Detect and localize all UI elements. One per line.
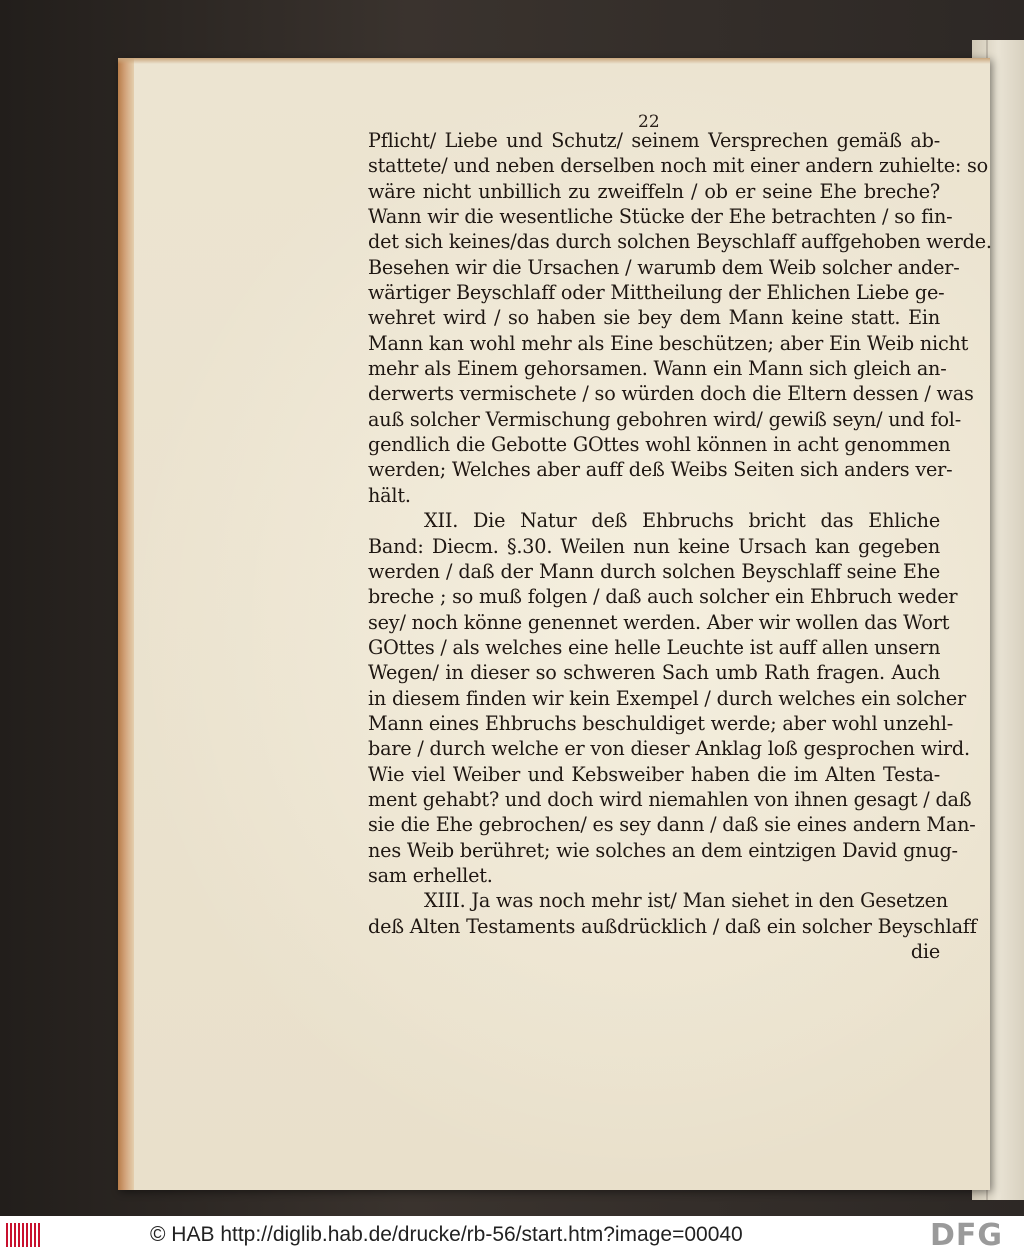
text-line: Mann kan wohl mehr als Eine beschützen; aber Ein Weib nicht (368, 331, 969, 355)
dfg-logo[interactable]: DFG (930, 1218, 1004, 1253)
text-line: hält. (368, 483, 411, 507)
text-line: Pflicht/ Liebe und Schutz/ seinem Versprechen gemäß ab- (368, 129, 940, 152)
text-line: Wegen/ in dieser so schweren Sach umb Rath fragen. Auch (368, 661, 940, 685)
text-line: Band: Diecm. §.30. Weilen nun keine Ursach kan gegeben (368, 534, 940, 558)
page-top-edge (118, 58, 990, 64)
text-line: in diesem finden wir kein Exempel / durch welches ein solcher (368, 686, 967, 710)
text-line: derwerts vermischete / so würden doch die Eltern dessen / was (368, 382, 974, 406)
text-line: wärtiger Beyschlaff oder Mittheilung der Ehlichen Liebe ge- (368, 281, 945, 305)
text-line: sey/ noch könne genennet werden. Aber wir wollen das Wort (368, 610, 950, 634)
copyright-link[interactable]: © HAB http://diglib.hab.de/drucke/rb-56/start.htm?image=00040 (150, 1223, 743, 1246)
text-line: bare / durch welche er von dieser Anklag loß gesprochen wird. (368, 737, 970, 761)
text-line: werden / daß der Mann durch solchen Beyschlaff seine Ehe (368, 559, 940, 583)
footer-bar (0, 1216, 1024, 1254)
text-line: breche ; so muß folgen / daß auch solcher ein Ehbruch weder (368, 585, 958, 609)
section-heading-line: XIII. Ja was noch mehr ist/ Man siehet in den Gesetzen (424, 889, 948, 913)
text-line: det sich keines/das durch solchen Beyschlaff auffgehoben werde. (368, 230, 992, 254)
text-line: auß solcher Vermischung gebohren wird/ gewiß seyn/ und fol- (368, 407, 962, 431)
text-line: sam erhellet. (368, 863, 493, 887)
text-line: Wie viel Weiber und Kebsweiber haben die im Alten Testa- (368, 762, 940, 786)
page-edge (118, 58, 134, 1190)
text-line: Mann eines Ehbruchs beschuldiget werde; aber wohl unzehl- (368, 711, 954, 735)
text-line: ment gehabt? und doch wird niemahlen von ihnen gesagt / daß (368, 787, 972, 811)
text-line: wehret wird / so haben sie bey dem Mann keine statt. Ein (368, 306, 940, 330)
text-line: deß Alten Testaments außdrücklich / daß ein solcher Beyschlaff (368, 914, 977, 938)
book-page (118, 58, 990, 1190)
page-text (368, 128, 992, 964)
catchword: die (910, 940, 940, 963)
text-line: Besehen wir die Ursachen / warumb dem Weib solcher ander- (368, 255, 960, 279)
text-line: Wann wir die wesentliche Stücke der Ehe betrachten / so fin- (368, 205, 953, 229)
text-line: werden; Welches aber auff deß Weibs Seiten sich anders ver- (368, 458, 953, 482)
text-line: wäre nicht unbillich zu zweiffeln / ob er seine Ehe breche? (368, 179, 940, 203)
text-line: mehr als Einem gehorsamen. Wann ein Mann sich gleich an- (368, 357, 947, 381)
text-line: nes Weib berühret; wie solches an dem eintzigen David gnug- (368, 838, 958, 862)
section-heading-line: XII. Die Natur deß Ehbruchs bricht das Ehliche (424, 509, 940, 533)
text-line: stattete/ und neben derselben noch mit einer andern zuhielte: so (368, 154, 989, 178)
text-line: GOttes / als welches eine helle Leuchte ist auff allen unsern (368, 635, 941, 659)
text-line: gendlich die Gebotte GOttes wohl können in acht genommen (368, 433, 951, 457)
text-line: sie die Ehe gebrochen/ es sey dann / daß sie eines andern Man- (368, 813, 976, 837)
page-number: 22 (638, 112, 660, 132)
hab-logo-icon[interactable] (6, 1223, 42, 1247)
